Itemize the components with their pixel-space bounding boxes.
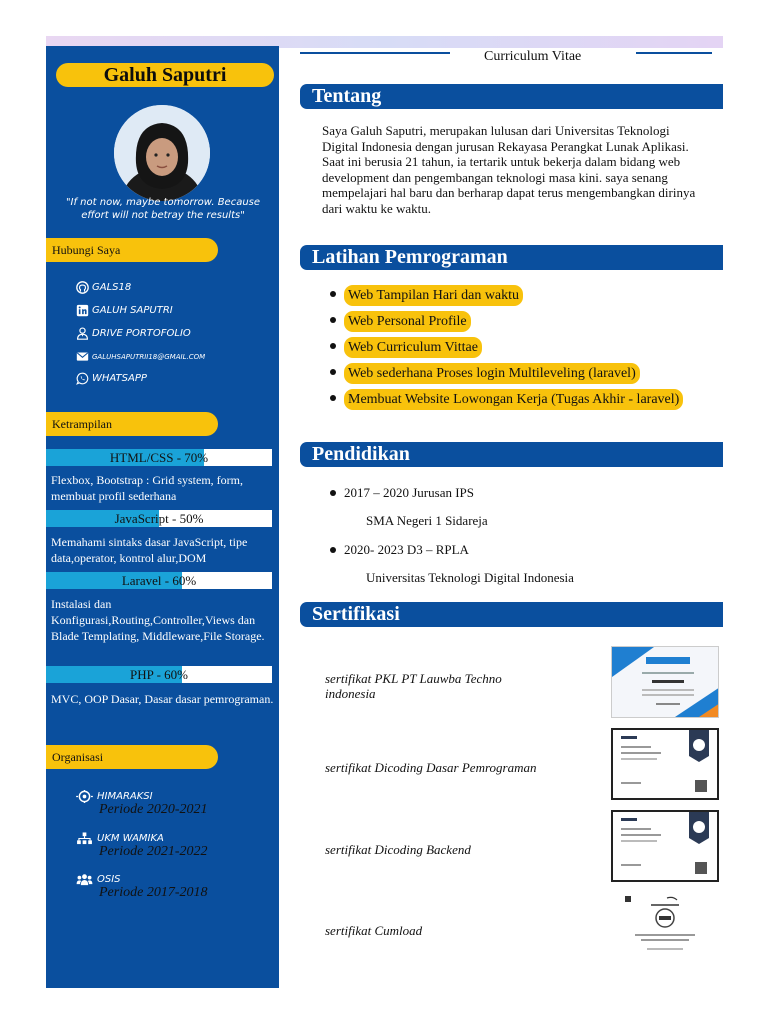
users-icon [76, 873, 93, 886]
skill-bar [46, 510, 272, 527]
profile-quote: "If not now, maybe tomorrow. Because effort will not betray the results" [65, 197, 261, 221]
skill-bar [46, 572, 272, 589]
org-item [76, 873, 207, 901]
section-heading-pendidikan: Pendidikan [300, 442, 723, 467]
list-item [330, 363, 640, 384]
list-item [330, 311, 471, 332]
github-icon [76, 281, 89, 294]
contact-whatsapp[interactable] [76, 372, 147, 385]
skill-bar [46, 666, 272, 683]
org-period: Periode 2020-2021 [99, 802, 208, 817]
contact-linkedin[interactable] [76, 304, 173, 317]
contact-heading: Hubungi Saya [46, 238, 218, 262]
envelope-icon [76, 350, 89, 363]
page-title: Curriculum Vitae [484, 49, 582, 64]
education-school: Universitas Teknologi Digital Indonesia [366, 570, 574, 585]
list-item [330, 285, 523, 306]
org-item [76, 832, 207, 860]
contact-label: GALUH SAPUTRI [92, 305, 173, 316]
skill-description: Memahami sintaks dasar JavaScript, tipe data,operator, kontrol alur,DOM [51, 535, 248, 565]
organisasi-heading: Organisasi [46, 745, 218, 769]
list-item-label: Membuat Website Lowongan Kerja (Tugas Akhir - laravel) [344, 389, 683, 410]
certificate-thumbnail[interactable] [611, 810, 719, 882]
header-line-left [300, 52, 450, 54]
skill-description: MVC, OOP Dasar, Dasar dasar pemrograman. [51, 692, 274, 706]
whatsapp-icon [76, 372, 89, 385]
section-heading-latihan: Latihan Pemrograman [300, 245, 723, 270]
header-line-right [636, 52, 712, 54]
contact-github[interactable] [76, 281, 131, 294]
org-name: HIMARAKSI [97, 791, 153, 802]
skill-label: JavaScript - 50% [114, 511, 204, 526]
certificate-thumbnail[interactable] [611, 892, 719, 964]
list-item-label: Web sederhana Proses login Multileveling (laravel) [344, 363, 640, 384]
profile-name: Galuh Saputri [56, 63, 274, 87]
skill-bar [46, 449, 272, 466]
avatar [114, 105, 210, 201]
list-item-label: Web Tampilan Hari dan waktu [344, 285, 523, 306]
certificate-label: sertifikat Dicoding Backend [325, 842, 471, 857]
contact-label: GALS18 [92, 282, 132, 293]
certificate-label: sertifikat PKL PT Lauwba Techno indonesia [325, 671, 502, 701]
contact-label: GALUHSAPUTRII18@GMAIL.COM [92, 352, 206, 361]
skill-description: Flexbox, Bootstrap : Grid system, form, membuat profil sederhana [51, 473, 243, 503]
org-item [76, 790, 207, 818]
org-name: UKM WAMIKA [97, 833, 164, 844]
user-tie-icon [76, 327, 89, 340]
skill-label: PHP - 60% [129, 667, 189, 682]
skills-heading: Ketrampilan [46, 412, 218, 436]
certificate-thumbnail[interactable] [611, 646, 719, 718]
section-heading-tentang: Tentang [300, 84, 723, 109]
education-period: 2017 – 2020 Jurusan IPS [330, 485, 474, 501]
certificate-thumbnail[interactable] [611, 728, 719, 800]
org-name: OSIS [97, 874, 121, 885]
contact-email[interactable] [76, 350, 205, 363]
section-heading-sertifikasi: Sertifikasi [300, 602, 723, 627]
certificate-label: sertifikat Cumload [325, 923, 423, 938]
contact-drive[interactable] [76, 327, 191, 340]
education-period: 2020- 2023 D3 – RPLA [330, 542, 469, 558]
about-text: Saya Galuh Saputri, merupakan lulusan dari Universitas Teknologi Digital Indonesia dengan jurusan Rekayasa Perangkat Lunak Aplikasi. Saat ini berusia 21 tahun, ia tertarik untuk bekerja dalam bidang web development dan pengembangan teknologi masa kini. saya senang mempelajari hal baru dan berharap dapat terus mengembangkan dirinya dari waktu ke waktu. [322, 123, 696, 216]
org-period: Periode 2021-2022 [99, 844, 208, 859]
compass-icon [76, 790, 93, 803]
skill-description: Instalasi dan Konfigurasi,Routing,Controller,Views dan Blade Templating, Middleware,File Storage. [51, 597, 265, 643]
list-item-label: Web Curriculum Vittae [344, 337, 482, 358]
list-item-label: Web Personal Profile [344, 311, 471, 332]
linkedin-icon [76, 304, 89, 317]
certificate-label: sertifikat Dicoding Dasar Pemrograman [325, 760, 537, 775]
skill-label: HTML/CSS - 70% [109, 450, 209, 465]
education-school: SMA Negeri 1 Sidareja [366, 513, 488, 528]
sidebar [46, 46, 279, 988]
org-period: Periode 2017-2018 [99, 885, 208, 900]
list-item [330, 389, 708, 410]
contact-label: WHATSAPP [92, 373, 147, 384]
skill-label: Laravel - 60% [121, 573, 197, 588]
contact-label: DRIVE PORTOFOLIO [92, 328, 191, 339]
list-item [330, 337, 482, 358]
sitemap-icon [76, 832, 93, 845]
